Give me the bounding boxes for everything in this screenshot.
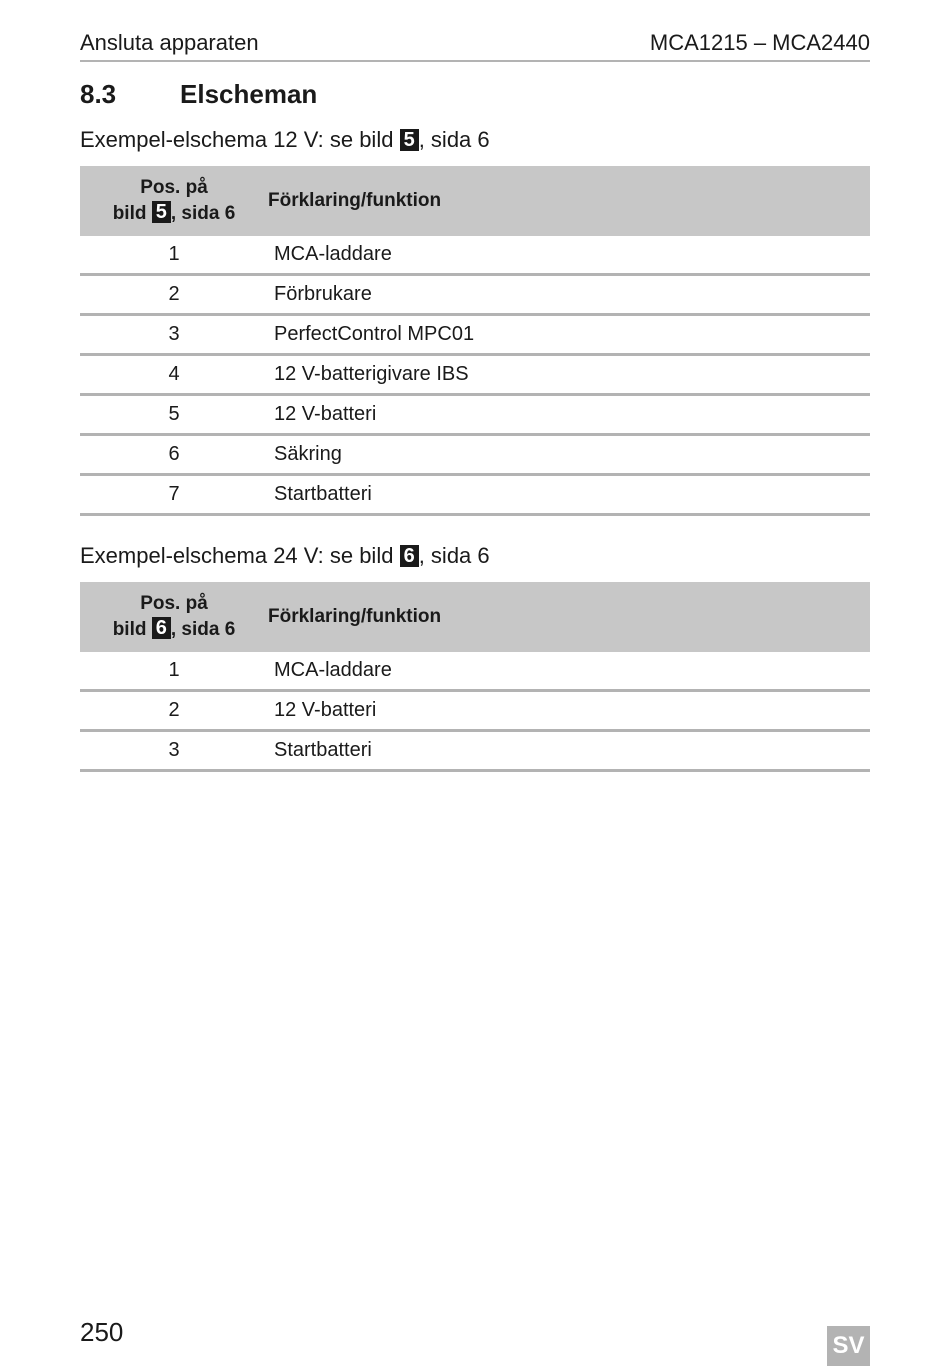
section-heading bbox=[80, 78, 317, 110]
pos-header-prefix: bild bbox=[112, 619, 147, 640]
row-desc: 12 V-batteri bbox=[268, 395, 870, 435]
row-pos: 5 bbox=[80, 395, 268, 435]
table-row bbox=[80, 236, 870, 275]
figure-badge: 6 bbox=[152, 617, 171, 639]
row-desc: Säkring bbox=[268, 435, 870, 475]
row-pos: 3 bbox=[80, 731, 268, 771]
table-row bbox=[80, 691, 870, 731]
row-desc: Startbatteri bbox=[268, 731, 870, 771]
pos-header-line1: Pos. på bbox=[140, 593, 208, 614]
row-pos: 2 bbox=[80, 691, 268, 731]
chapter-title: Ansluta apparaten bbox=[80, 30, 259, 55]
language-tag: SV bbox=[827, 1326, 870, 1366]
section-number: 8.3 bbox=[80, 79, 117, 109]
section-title: Elscheman bbox=[180, 79, 318, 109]
page-header bbox=[80, 30, 870, 62]
table-row bbox=[80, 395, 870, 435]
figure-badge: 5 bbox=[400, 129, 419, 151]
diagram-24v-intro bbox=[80, 543, 490, 569]
row-pos: 1 bbox=[80, 652, 268, 691]
intro-suffix: , sida 6 bbox=[418, 127, 490, 152]
pos-header-line1: Pos. på bbox=[140, 177, 208, 198]
table-row bbox=[80, 652, 870, 691]
row-desc: MCA-laddare bbox=[268, 652, 870, 691]
figure-badge: 6 bbox=[400, 545, 419, 567]
pos-column-header bbox=[80, 582, 268, 652]
row-desc: MCA-laddare bbox=[268, 236, 870, 275]
row-pos: 3 bbox=[80, 315, 268, 355]
page-number: 250 bbox=[80, 1317, 124, 1347]
row-pos: 4 bbox=[80, 355, 268, 395]
model-range: MCA1215 – MCA2440 bbox=[649, 30, 870, 55]
pos-header-suffix: , sida 6 bbox=[170, 203, 236, 224]
pos-header-suffix: , sida 6 bbox=[170, 619, 236, 640]
row-pos: 2 bbox=[80, 275, 268, 315]
figure-badge: 5 bbox=[152, 201, 171, 223]
table-header-row bbox=[80, 582, 870, 652]
row-desc: 12 V-batteri bbox=[268, 691, 870, 731]
row-pos: 6 bbox=[80, 435, 268, 475]
pos-column-header bbox=[80, 166, 268, 236]
table-row bbox=[80, 731, 870, 771]
table-row bbox=[80, 435, 870, 475]
table-row bbox=[80, 355, 870, 395]
table-row bbox=[80, 475, 870, 515]
diagram-12v-intro bbox=[80, 127, 490, 153]
row-desc: Förbrukare bbox=[268, 275, 870, 315]
row-desc: 12 V-batterigivare IBS bbox=[268, 355, 870, 395]
row-pos: 7 bbox=[80, 475, 268, 515]
row-desc: PerfectControl MPC01 bbox=[268, 315, 870, 355]
pos-header-prefix: bild bbox=[112, 203, 147, 224]
table-row bbox=[80, 315, 870, 355]
table-row bbox=[80, 275, 870, 315]
row-desc: Startbatteri bbox=[268, 475, 870, 515]
desc-column-header: Förklaring/funktion bbox=[268, 582, 870, 652]
table-header-row bbox=[80, 166, 870, 236]
row-pos: 1 bbox=[80, 236, 268, 275]
intro-text: Exempel-elschema 12 V: se bild bbox=[80, 127, 394, 152]
legend-table-12v bbox=[80, 166, 870, 516]
intro-suffix: , sida 6 bbox=[418, 543, 490, 568]
desc-column-header: Förklaring/funktion bbox=[268, 166, 870, 236]
legend-table-24v bbox=[80, 582, 870, 772]
intro-text: Exempel-elschema 24 V: se bild bbox=[80, 543, 394, 568]
